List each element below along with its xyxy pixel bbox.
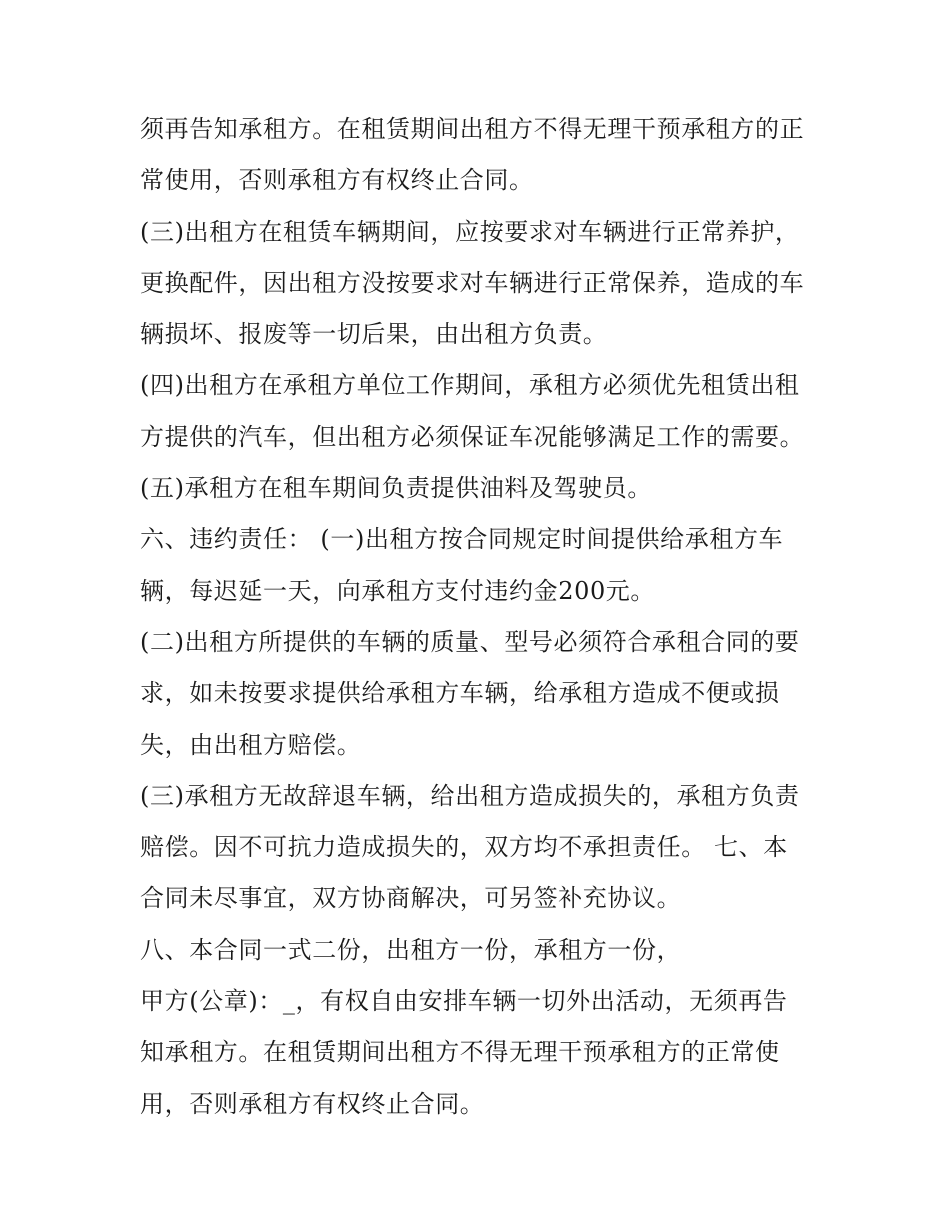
text-line: 常使用，否则承租方有权终止合同。 [140,166,534,195]
text-line: (四)出租方在承租方单位工作期间，承租方必须优先租赁出租 [140,371,800,400]
text-line: 更换配件，因出租方没按要求对车辆进行正常保养，造成的车 [140,268,805,297]
text-line: 六、违约责任： (一)出租方按合同规定时间提供给承租方车 [140,525,784,554]
text-line: 用，否则承租方有权终止合同。 [140,1089,485,1118]
text-line: 辆损坏、报废等一切后果，由出租方负责。 [140,320,608,349]
text-line: 求，如未按要求提供给承租方车辆，给承租方造成不便或损 [140,679,780,708]
text-line: 合同未尽事宜，双方协商解决，可另签补充协议。 [140,884,682,913]
text-line: 知承租方。在租赁期间出租方不得无理干预承租方的正常使 [140,1038,780,1067]
text-line: 辆，每迟延一天，向承租方支付违约金200元。 [140,576,656,605]
text-line: (二)出租方所提供的车辆的质量、型号必须符合承租合同的要 [140,627,800,656]
text-line: (三)承租方无故辞退车辆，给出租方造成损失的，承租方负责 [140,781,800,810]
text-line: 须再告知承租方。在租赁期间出租方不得无理干预承租方的正 [140,115,805,143]
document-body [140,104,830,1130]
text-line: 甲方(公章)：_，有权自由安排车辆一切外出活动，无须再告 [140,987,788,1016]
text-line: 赔偿。因不可抗力造成损失的，双方均不承担责任。 七、本 [140,833,788,862]
text-line: (五)承租方在租车期间负责提供油料及驾驶员。 [140,474,652,503]
text-line: 方提供的汽车，但出租方必须保证车况能够满足工作的需要。 [140,422,805,451]
text-line: (三)出租方在租赁车辆期间，应按要求对车辆进行正常养护， [140,217,800,246]
text-line: 八、本合同一式二份，出租方一份，承租方一份， [140,935,682,964]
text-line: 失，由出租方赔偿。 [140,730,362,759]
